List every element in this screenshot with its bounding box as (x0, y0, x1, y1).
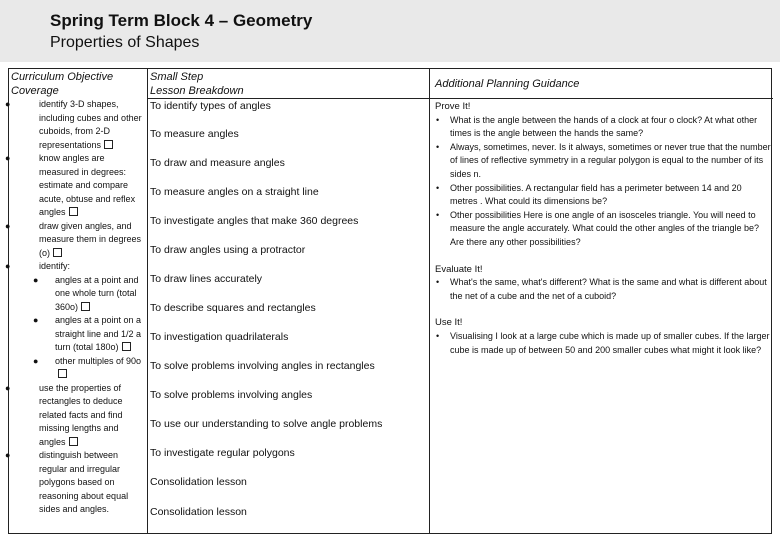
row-divider (429, 98, 773, 99)
guidance-bullet: • What is the angle between the hands of a clock at four o clock? At what other times is the angle between the hands the same? (436, 114, 758, 139)
title-banner (0, 0, 780, 62)
lesson-item: To measure angles (150, 128, 239, 140)
lesson-item: To describe squares and rectangles (150, 302, 316, 314)
objective-item: ● distinguish between regular and irregular polygons based on reasoning about equal sides and angles. (5, 450, 129, 514)
lessons-header-line1: Small Step (150, 71, 204, 83)
lesson-item: To draw angles using a protractor (150, 244, 306, 256)
guidance-bullet: • Other possibilities Here is one angle of an isosceles triangle. You will need to measure the angle accurately. What could the other angles of the triangle be? Are there any other possibilities? (436, 209, 760, 247)
column-divider (147, 69, 148, 533)
guidance-column (435, 100, 771, 357)
lesson-item: To investigation quadrilaterals (150, 331, 289, 343)
planning-table (5, 68, 772, 534)
lesson-item: To use our understanding to solve angle problems (150, 418, 383, 430)
objectives-header: Curriculum Objective Coverage (11, 71, 114, 97)
lesson-item: To investigate angles that make 360 degrees (150, 215, 359, 227)
evaluate-it-heading: Evaluate It! (435, 263, 483, 275)
objectives-list (5, 98, 147, 517)
objective-item: ● use the properties of rectangles to deduce related facts and find missing lengths and angles (5, 382, 123, 447)
lesson-item: To measure angles on a straight line (150, 186, 319, 198)
column-divider (429, 69, 430, 533)
guidance-bullet: • Other possibilities. A rectangular field has a perimeter between 14 and 20 metres . What could its dimensions be? (436, 182, 742, 207)
lesson-item: Consolidation lesson (150, 506, 247, 518)
row-divider (147, 98, 429, 99)
guidance-bullet: • Always, sometimes, never. Is it always, sometimes or never true that the number of lines of reflective symmetry in a regular polygon is equal to the number of its sides n. (436, 141, 771, 179)
guidance-header: Additional Planning Guidance (435, 78, 580, 90)
guidance-bullet: • What's the same, what's different? What is the same and what is different about the net of a cube and the net of a cuboid? (436, 277, 767, 301)
lesson-item: To investigate regular polygons (150, 447, 295, 459)
objective-item: ● identify 3-D shapes, including cubes and other cuboids, from 2-D representations (5, 99, 142, 150)
lesson-item: To solve problems involving angles in rectangles (150, 360, 375, 372)
lesson-item: To draw and measure angles (150, 157, 285, 169)
lesson-item: To identify types of angles (150, 100, 271, 112)
objective-item: ● know angles are measured in degrees: estimate and compare acute, obtuse and reflex angles (5, 153, 136, 217)
objective-subitem: ● other multiples of 90o (9, 355, 147, 382)
page-title: Spring Term Block 4 – Geometry (50, 11, 313, 30)
objective-subitem: ● angles at a point on a straight line and 1/2 a turn (total 180o) (33, 315, 142, 352)
guidance-bullet: • Visualising I look at a large cube which is made up of smaller cubes. If the larger cube is made up of between 50 and 200 smaller cubes what might it look like? (436, 330, 770, 355)
lesson-item: To solve problems involving angles (150, 389, 313, 401)
use-it-heading: Use It! (435, 317, 463, 329)
objective-item: ● identify: (5, 261, 71, 271)
page-subtitle: Properties of Shapes (50, 34, 200, 51)
lesson-item: To draw lines accurately (150, 273, 263, 285)
objective-item: ● draw given angles, and measure them in degrees (o) (5, 220, 142, 258)
prove-it-heading: Prove It! (435, 101, 471, 112)
lessons-header-line2: Lesson Breakdown (150, 85, 244, 97)
objective-subitem: ● angles at a point and one whole turn (total 360o) (33, 274, 139, 312)
lesson-item: Consolidation lesson (150, 476, 247, 488)
